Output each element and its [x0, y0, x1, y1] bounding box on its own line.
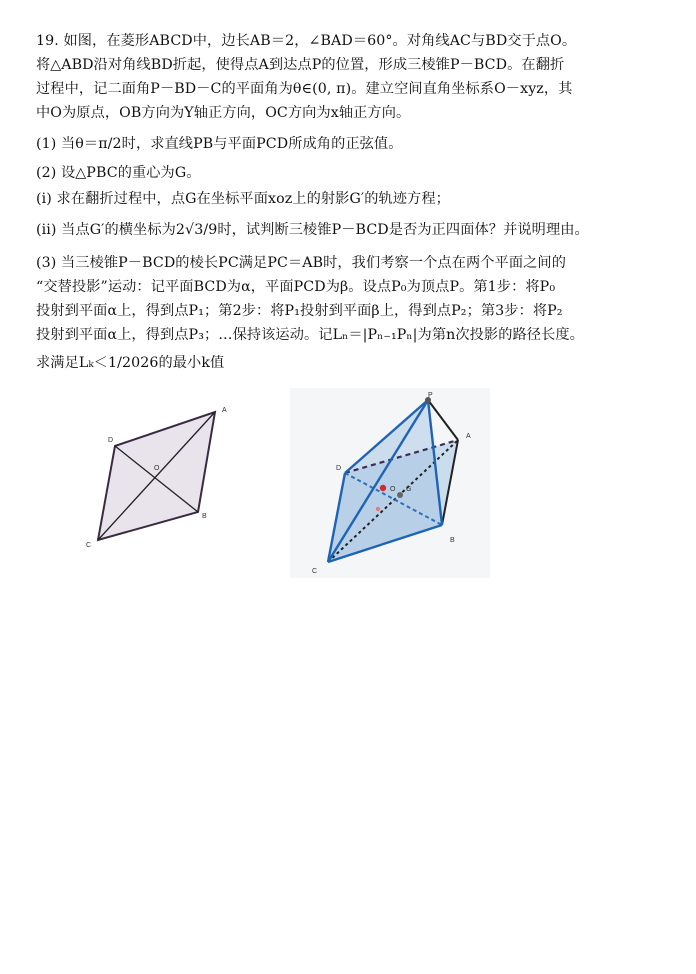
question-3-line-4: 投射到平面α上，得到点P₃；…保持该运动。记Lₙ＝|Pₙ₋₁Pₙ|为第n次投影的路径长度。: [36, 327, 584, 343]
problem-line-3: 过程中，记二面角P－BD－C的平面角为θ∈(0, π)。建立空间直角坐标系O－xyz，其: [36, 81, 573, 97]
label-b: B: [450, 537, 455, 544]
label-c: C: [86, 542, 92, 549]
point-g-projection: [376, 507, 380, 511]
question-2-i: (i) 求在翻折过程中，点G在坐标平面xoz上的射影G′的轨迹方程；: [36, 191, 450, 207]
question-3-line-2: “交替投影”运动：记平面BCD为α，平面PCD为β。设点P₀为顶点P。第1步：将P₀: [36, 279, 556, 295]
label-c: C: [312, 568, 318, 575]
problem-line-1: 19. 如图，在菱形ABCD中，边长AB＝2，∠BAD＝60°。对角线AC与BD交于点O。: [36, 33, 577, 49]
label-g: G: [406, 486, 412, 493]
label-p: P: [428, 392, 433, 399]
question-1: (1) 当θ＝π/2时，求直线PB与平面PCD所成角的正弦值。: [36, 136, 403, 152]
problem-line-2: 将△ABD沿对角线BD折起，使得点A到达点P的位置，形成三棱锥P－BCD。在翻折: [36, 57, 565, 73]
point-g-red: [380, 485, 386, 491]
label-a: A: [222, 407, 227, 414]
problem-line-4: 中O为原点，OB方向为Y轴正方向，OC方向为x轴正方向。: [36, 105, 411, 121]
question-3-line-3: 投射到平面α上，得到点P₁；第2步：将P₁投射到平面β上，得到点P₂；第3步：将P₂: [36, 303, 563, 319]
label-d: D: [336, 465, 342, 472]
label-o: O: [390, 486, 396, 493]
question-3-line-1: (3) 当三棱锥P－BCD的棱长PC满足PC＝AB时，我们考察一个点在两个平面之间的: [36, 255, 566, 271]
question-2: (2) 设△PBC的重心为G。: [36, 165, 201, 181]
pyramid-figure: [290, 388, 490, 578]
question-2-ii: (ii) 当点G′的横坐标为2√3/9时，试判断三棱锥P－BCD是否为正四面体？并说明理由。: [36, 222, 589, 238]
label-a: A: [466, 433, 471, 440]
point-o: [397, 492, 403, 498]
label-o: O: [154, 465, 160, 472]
rhombus-figure: [80, 400, 240, 550]
question-3-line-5: 求满足Lₖ＜1/2026的最小k值: [36, 355, 225, 371]
label-d: D: [108, 437, 114, 444]
label-b: B: [202, 513, 207, 520]
